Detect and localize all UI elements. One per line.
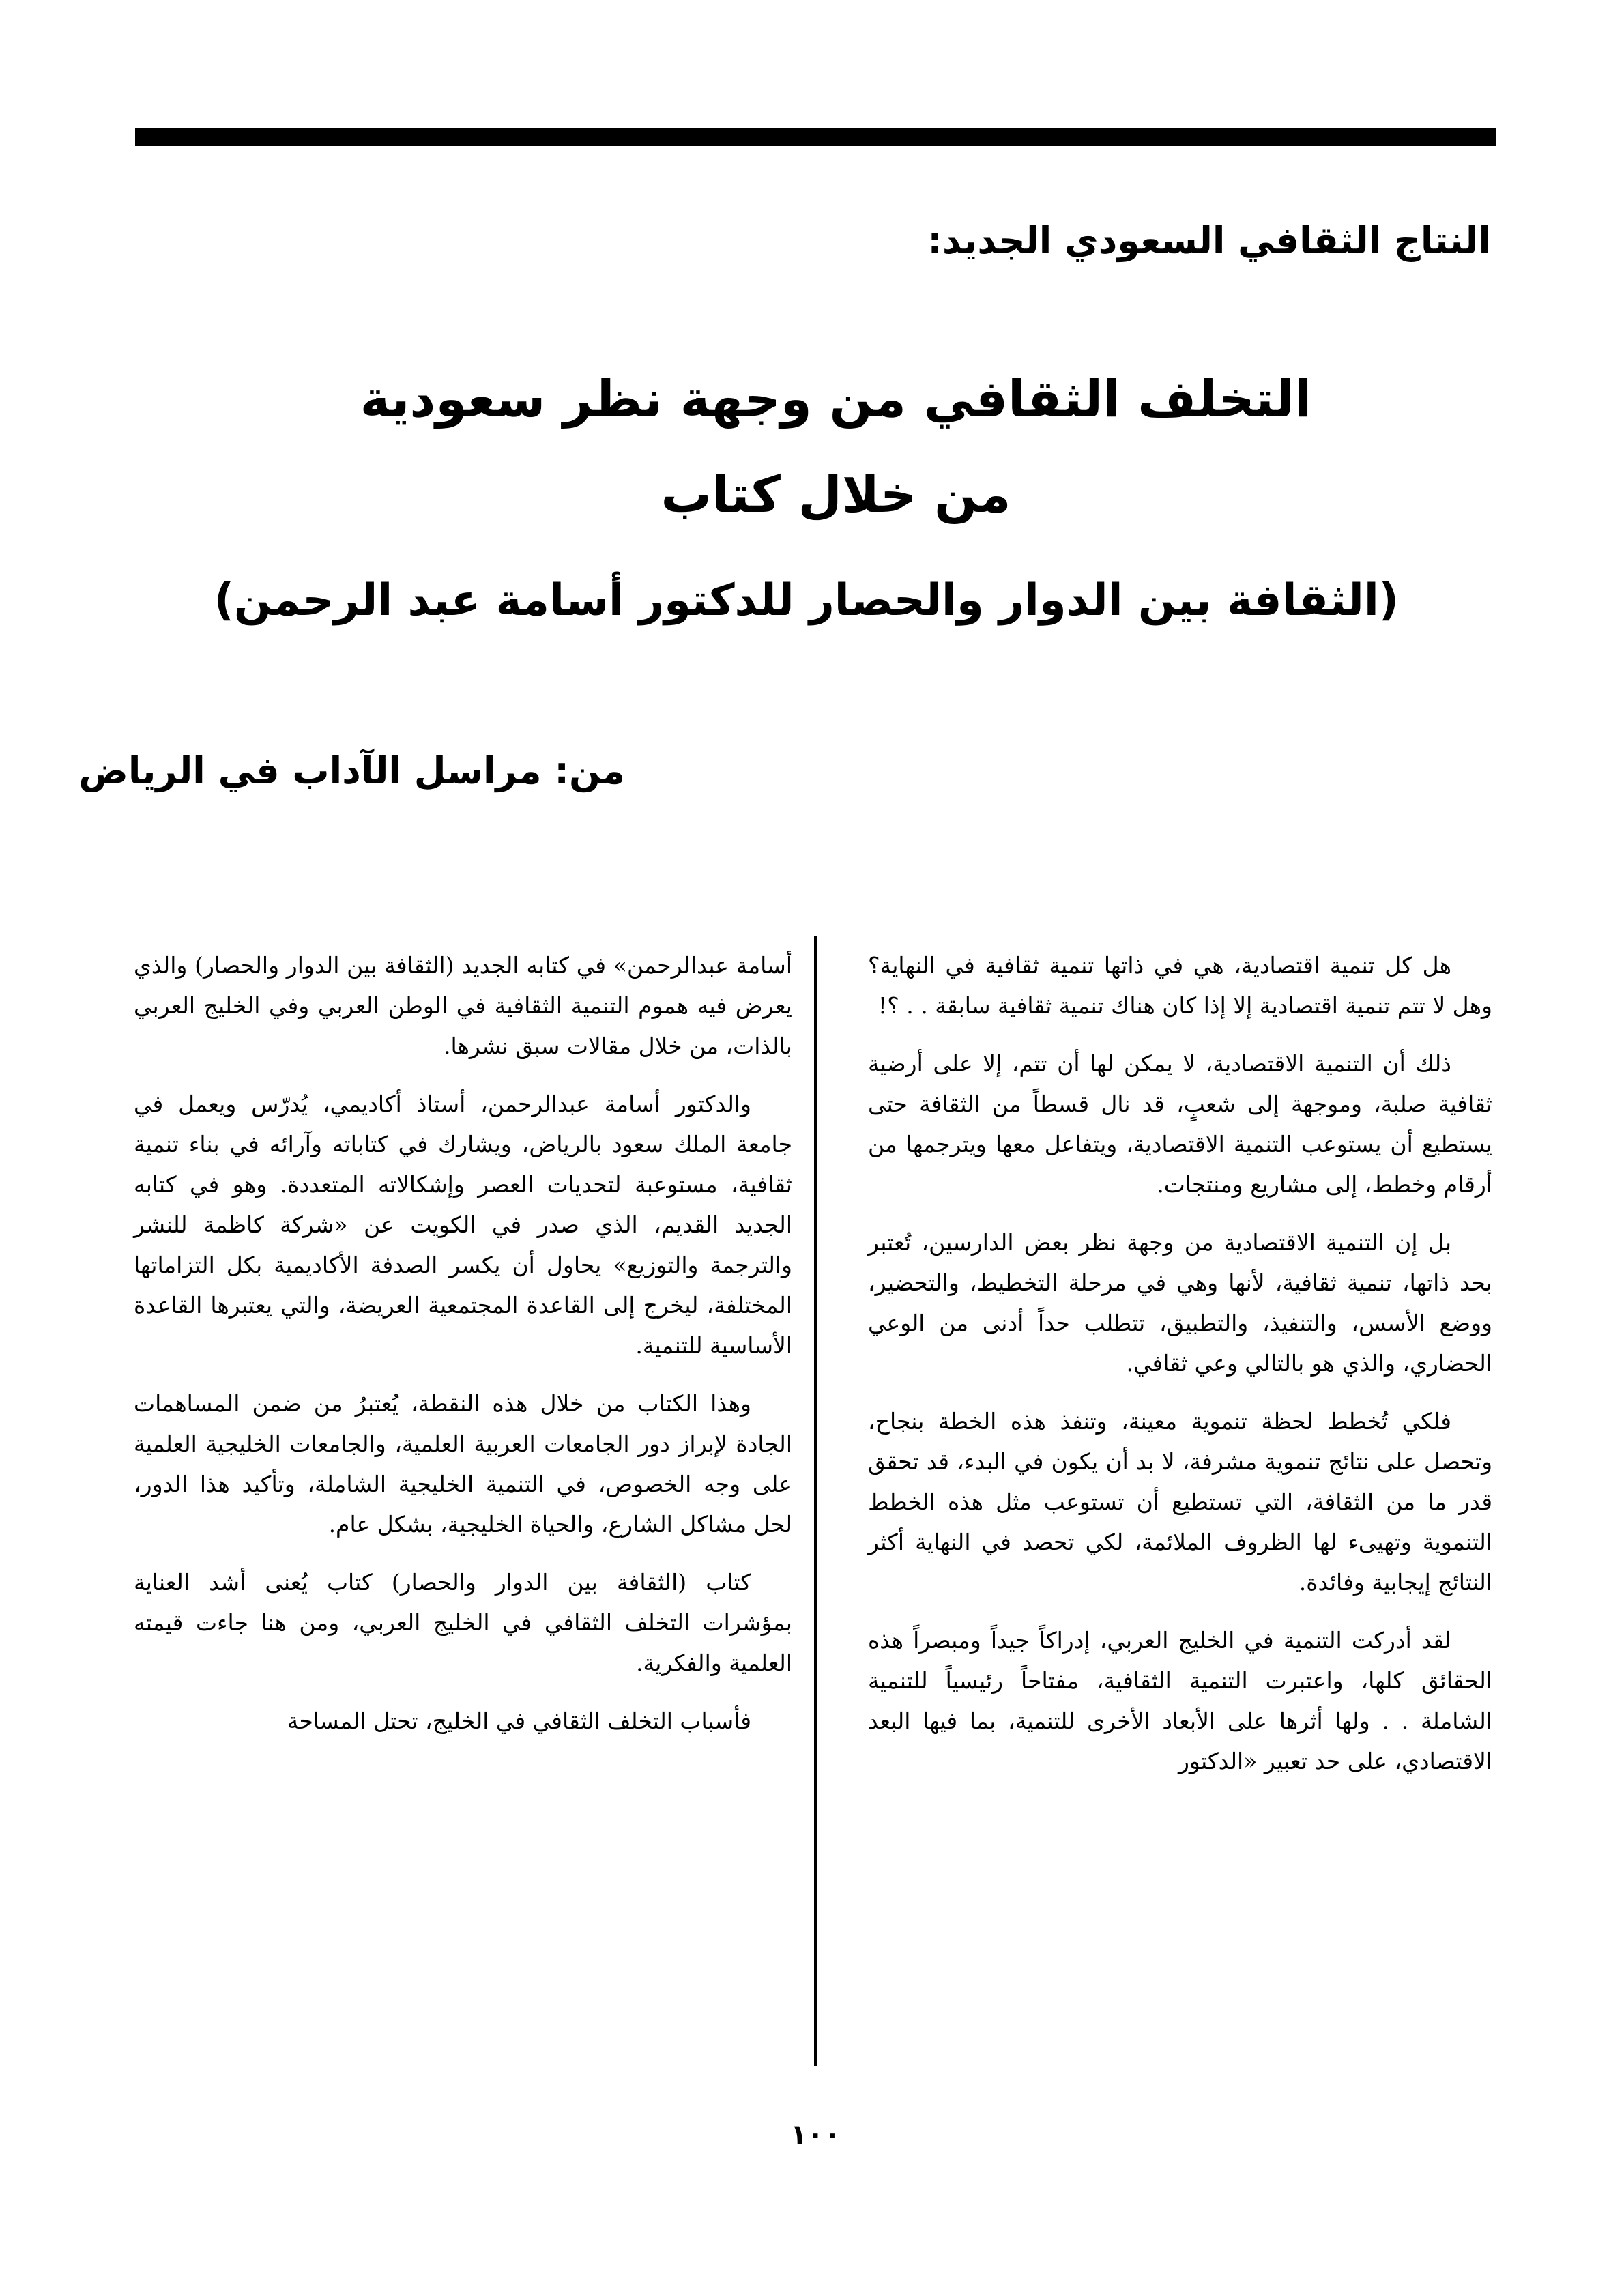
paragraph: كتاب (الثقافة بين الدوار والحصار) كتاب يُعنى أشد العناية بمؤشرات التخلف الثقافي في الخليج العربي، ومن هنا جاءت قيمته العلمية والفكرية. [134,1569,792,1676]
left-column [134,945,792,1759]
paragraph: ذلك أن التنمية الاقتصادية، لا يمكن لها أن تتم، إلا على أرضية ثقافية صلبة، وموجهة إلى شعبٍ، قد نال قسطاً من الثقافة حتى يستطيع أن يستوعب التنمية الاقتصادية، ويتفاعل معها ويترجمها من أرقام وخطط، إلى مشاريع ومنتجات. [868,1050,1492,1198]
paragraph: لقد أدركت التنمية في الخليج العربي، إدراكاً جيداً ومبصراً هذه الحقائق كلها، واعتبرت التنمية الثقافية، مفتاحاً رئيسياً للتنمية الشاملة . . ولها أثرها على الأبعاد الأخرى للتنمية، بما فيها البعد الاقتصادي، على حد تعبير «الدكتور [868,1627,1492,1774]
paragraph: فأسباب التخلف الثقافي في الخليج، تحتل المساحة [287,1708,751,1734]
paragraph-continued: أسامة عبدالرحمن» في كتابه الجديد (الثقافة بين الدوار والحصار) والذي يعرض فيه هموم التنمية الثقافية في الوطن العربي وفي الخليج العربي بالذات، من خلال مقالات سبق نشرها. [134,952,792,1059]
byline: من: مراسل الآداب في الرياض [78,749,625,792]
page-number: ١٠٠ [790,2119,841,2150]
article-subtitle: (الثقافة بين الدوار والحصار للدكتور أسامة عبد الرحمن) [214,575,1399,626]
top-rule [135,128,1496,146]
section-label: النتاج الثقافي السعودي الجديد: [927,219,1491,262]
right-column [868,945,1492,1799]
paragraph: والدكتور أسامة عبدالرحمن، أستاذ أكاديمي، يُدرّس ويعمل في جامعة الملك سعود بالرياض، ويشارك في كتاباته وآرائه في بناء تنمية ثقافية، مستوعبة لتحديات العصر وإشكالاته المتعددة. وهو في كتابه الجديد القديم، الذي صدر في الكويت عن «شركة كاظمة للنشر والترجمة والتوزيع» يحاول أن يكسر الصدفة الأكاديمية بكل التزاماتها المختلفة، ليخرج إلى القاعدة المجتمعية العريضة، والتي يعتبرها القاعدة الأساسية للتنمية. [134,1091,792,1359]
paragraph: وهذا الكتاب من خلال هذه النقطة، يُعتبرُ من ضمن المساهمات الجادة لإبراز دور الجامعات العربية العلمية، والجامعات الخليجية العلمية على وجه الخصوص، في التنمية الخليجية الشاملة، وتأكيد هذا الدور، لحل مشاكل الشارع، والحياة الخليجية، بشكل عام. [134,1390,792,1538]
column-divider [814,936,817,2066]
article-title-line-1: التخلف الثقافي من وجهة نظر سعودية [360,370,1312,429]
article-title-line-2: من خلال كتاب [661,465,1011,524]
paragraph: فلكي تُخطط لحظة تنموية معينة، وتنفذ هذه الخطة بنجاح، وتحصل على نتائج تنموية مشرفة، لا بد أن يكون في البدء، قد تحقق قدر ما من الثقافة، التي تستطيع أن تستوعب مثل هذه الخطط التنموية وتهيىء لها الظروف الملائمة، لكي تحصد في النهاية أكثر النتائج إيجابية وفائدة. [868,1408,1492,1596]
paragraph: هل كل تنمية اقتصادية، هي في ذاتها تنمية ثقافية في النهاية؟ وهل لا تتم تنمية اقتصادية إلا إذا كان هناك تنمية ثقافية سابقة . . ؟! [868,952,1492,1019]
paragraph: بل إن التنمية الاقتصادية من وجهة نظر بعض الدارسين، تُعتبر بحد ذاتها، تنمية ثقافية، لأنها وهي في مرحلة التخطيط، والتحضير، ووضع الأسس، والتنفيذ، والتطبيق، تتطلب حداً أدنى من الوعي الحضاري، والذي هو بالتالي وعي ثقافي. [868,1229,1492,1377]
